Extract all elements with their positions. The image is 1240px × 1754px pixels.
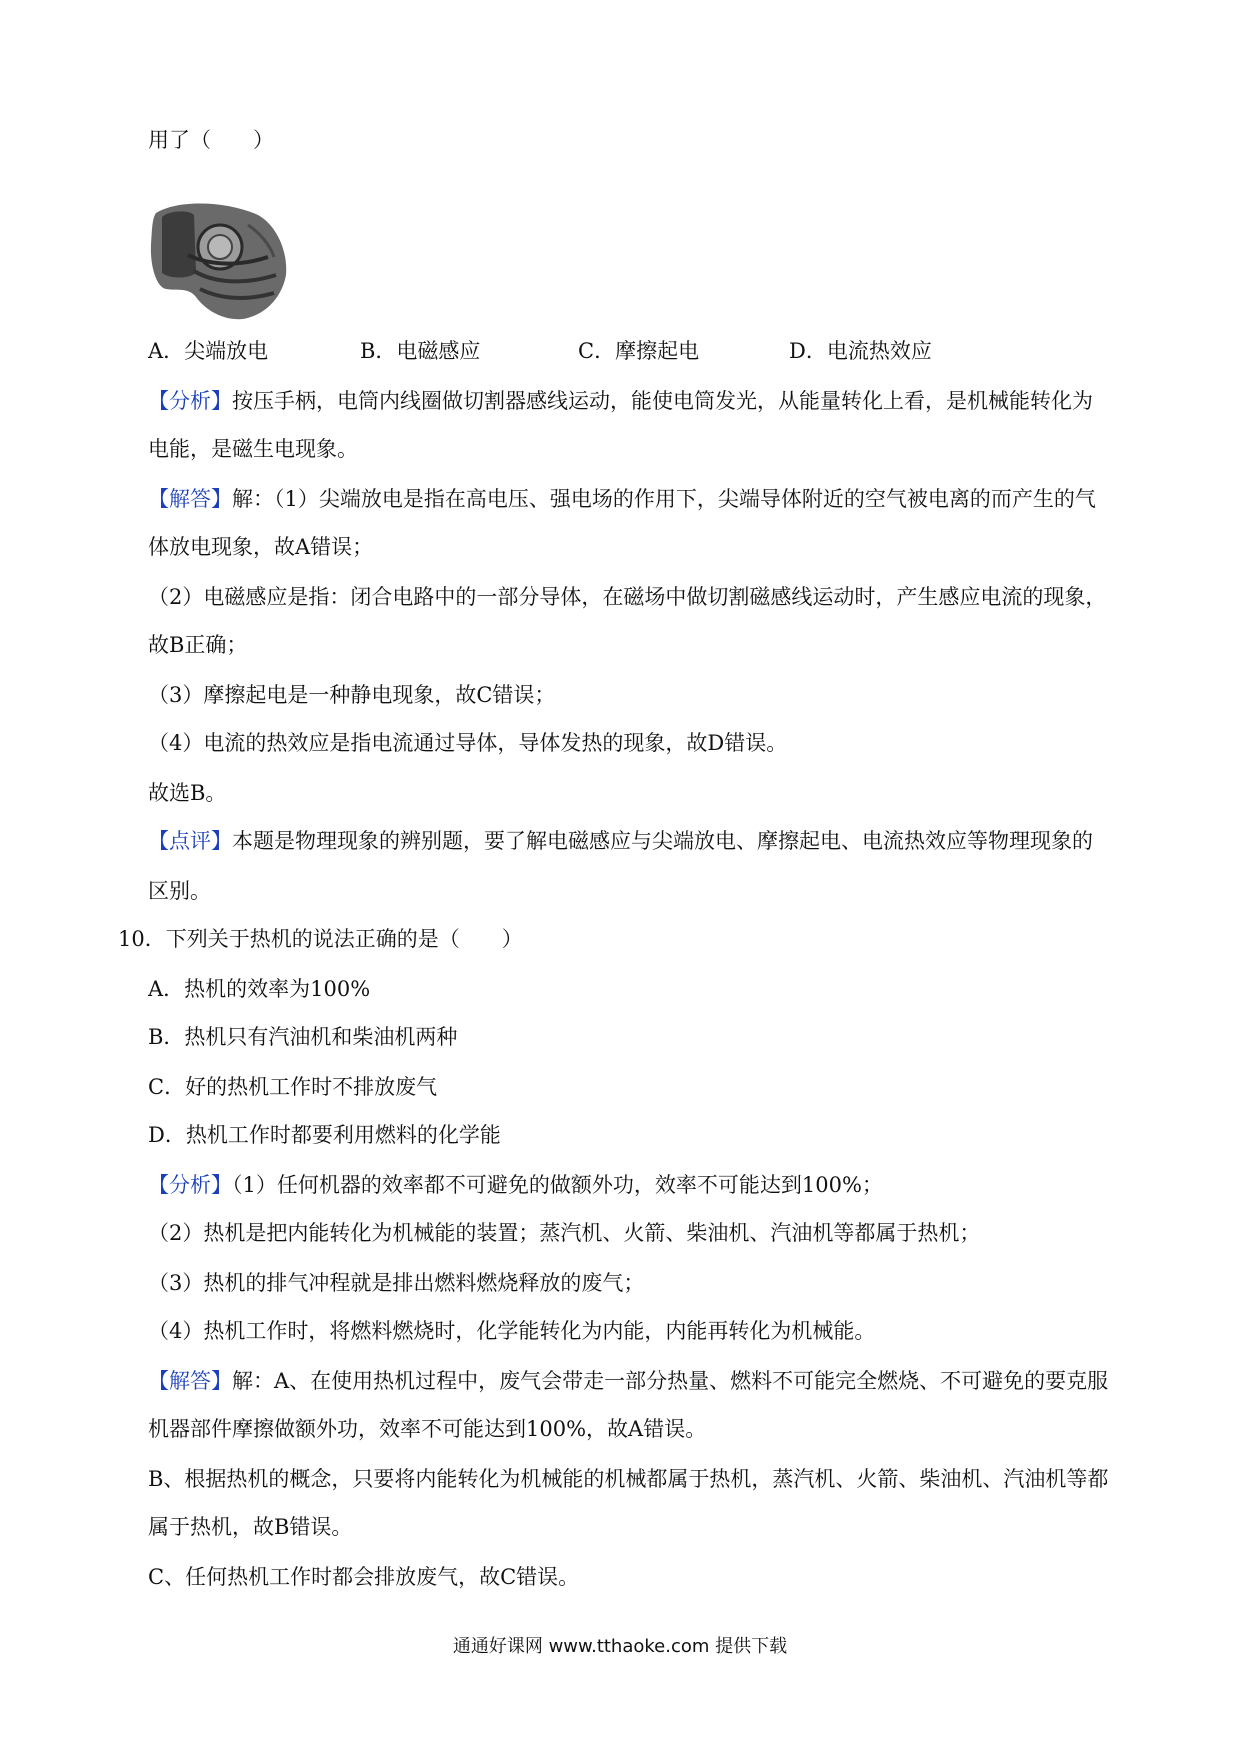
q10-option-b: B．热机只有汽油机和柴油机两种 xyxy=(148,1025,458,1049)
q10-answer-line-3: B、根据热机的概念，只要将内能转化为机械能的机械都属于热机，蒸汽机、火箭、柴油机、汽油机等都 xyxy=(148,1467,1109,1491)
q10-analysis-line-2: （2）热机是把内能转化为机械能的装置；蒸汽机、火箭、柴油机、汽油机等都属于热机； xyxy=(148,1221,981,1245)
hand-crank-flashlight-image xyxy=(148,195,293,325)
q10-option-c: C．好的热机工作时不排放废气 xyxy=(148,1075,438,1099)
q10-option-a: A．热机的效率为100% xyxy=(148,977,371,1001)
q10-analysis-line-3: （3）热机的排气冲程就是排出燃料燃烧释放的废气； xyxy=(148,1271,645,1295)
answer-tag: 【解答】 xyxy=(148,487,232,511)
q9-answer-line-6: （4）电流的热效应是指电流通过导体，导体发热的现象，故D错误。 xyxy=(148,731,788,755)
q10-stem: 10．下列关于热机的说法正确的是（ ） xyxy=(118,927,523,951)
q9-answer-line-5: （3）摩擦起电是一种静电现象，故C错误； xyxy=(148,683,556,707)
q9-analysis-line-2: 电能，是磁生电现象。 xyxy=(148,437,358,461)
q9-option-d: D．电流热效应 xyxy=(789,339,932,363)
q9-option-a: A．尖端放电 xyxy=(148,339,269,363)
q9-stem-end: 用了（ ） xyxy=(148,128,274,152)
q9-answer-line-7: 故选B。 xyxy=(148,781,227,805)
q9-answer-line-1: 【解答】解：（1）尖端放电是指在高电压、强电场的作用下，尖端导体附近的空气被电离的而产生的气 xyxy=(148,487,1096,511)
q10-answer-line-2: 机器部件摩擦做额外功，效率不可能达到100%，故A错误。 xyxy=(148,1417,707,1441)
comment-tag: 【点评】 xyxy=(148,829,232,853)
q9-option-c: C．摩擦起电 xyxy=(578,339,700,363)
q9-answer-line-2: 体放电现象，故A错误； xyxy=(148,535,374,559)
q10-analysis-line-4: （4）热机工作时，将燃料燃烧时，化学能转化为内能，内能再转化为机械能。 xyxy=(148,1319,876,1343)
q10-analysis-line-1: 【分析】（1）任何机器的效率都不可避免的做额外功，效率不可能达到100%； xyxy=(148,1173,883,1197)
page-footer: 通通好课网 www.tthaoke.com 提供下载 xyxy=(452,1636,788,1657)
answer-tag: 【解答】 xyxy=(148,1369,232,1393)
q9-comment-line-1: 【点评】本题是物理现象的辨别题，要了解电磁感应与尖端放电、摩擦起电、电流热效应等物理现象的 xyxy=(148,829,1093,853)
q9-answer-line-4: 故B正确； xyxy=(148,633,248,657)
q9-answer-line-3: （2）电磁感应是指：闭合电路中的一部分导体，在磁场中做切割磁感线运动时，产生感应电流的现象， xyxy=(148,585,1107,609)
q9-comment-line-2: 区别。 xyxy=(148,879,211,903)
q10-answer-line-5: C、任何热机工作时都会排放废气，故C错误。 xyxy=(148,1565,580,1589)
q10-answer-line-1: 【解答】解：A、在使用热机过程中，废气会带走一部分热量、燃料不可能完全燃烧、不可避免的要克服 xyxy=(148,1369,1109,1393)
q10-answer-line-4: 属于热机，故B错误。 xyxy=(148,1515,353,1539)
q10-option-d: D．热机工作时都要利用燃料的化学能 xyxy=(148,1123,501,1147)
q9-analysis-line-1: 【分析】按压手柄，电筒内线圈做切割器感线运动，能使电筒发光，从能量转化上看，是机械能转化为 xyxy=(148,389,1093,413)
q9-options xyxy=(148,336,1148,366)
analysis-tag: 【分析】 xyxy=(148,1173,232,1197)
analysis-tag: 【分析】 xyxy=(148,389,232,413)
q9-option-b: B．电磁感应 xyxy=(360,339,481,363)
